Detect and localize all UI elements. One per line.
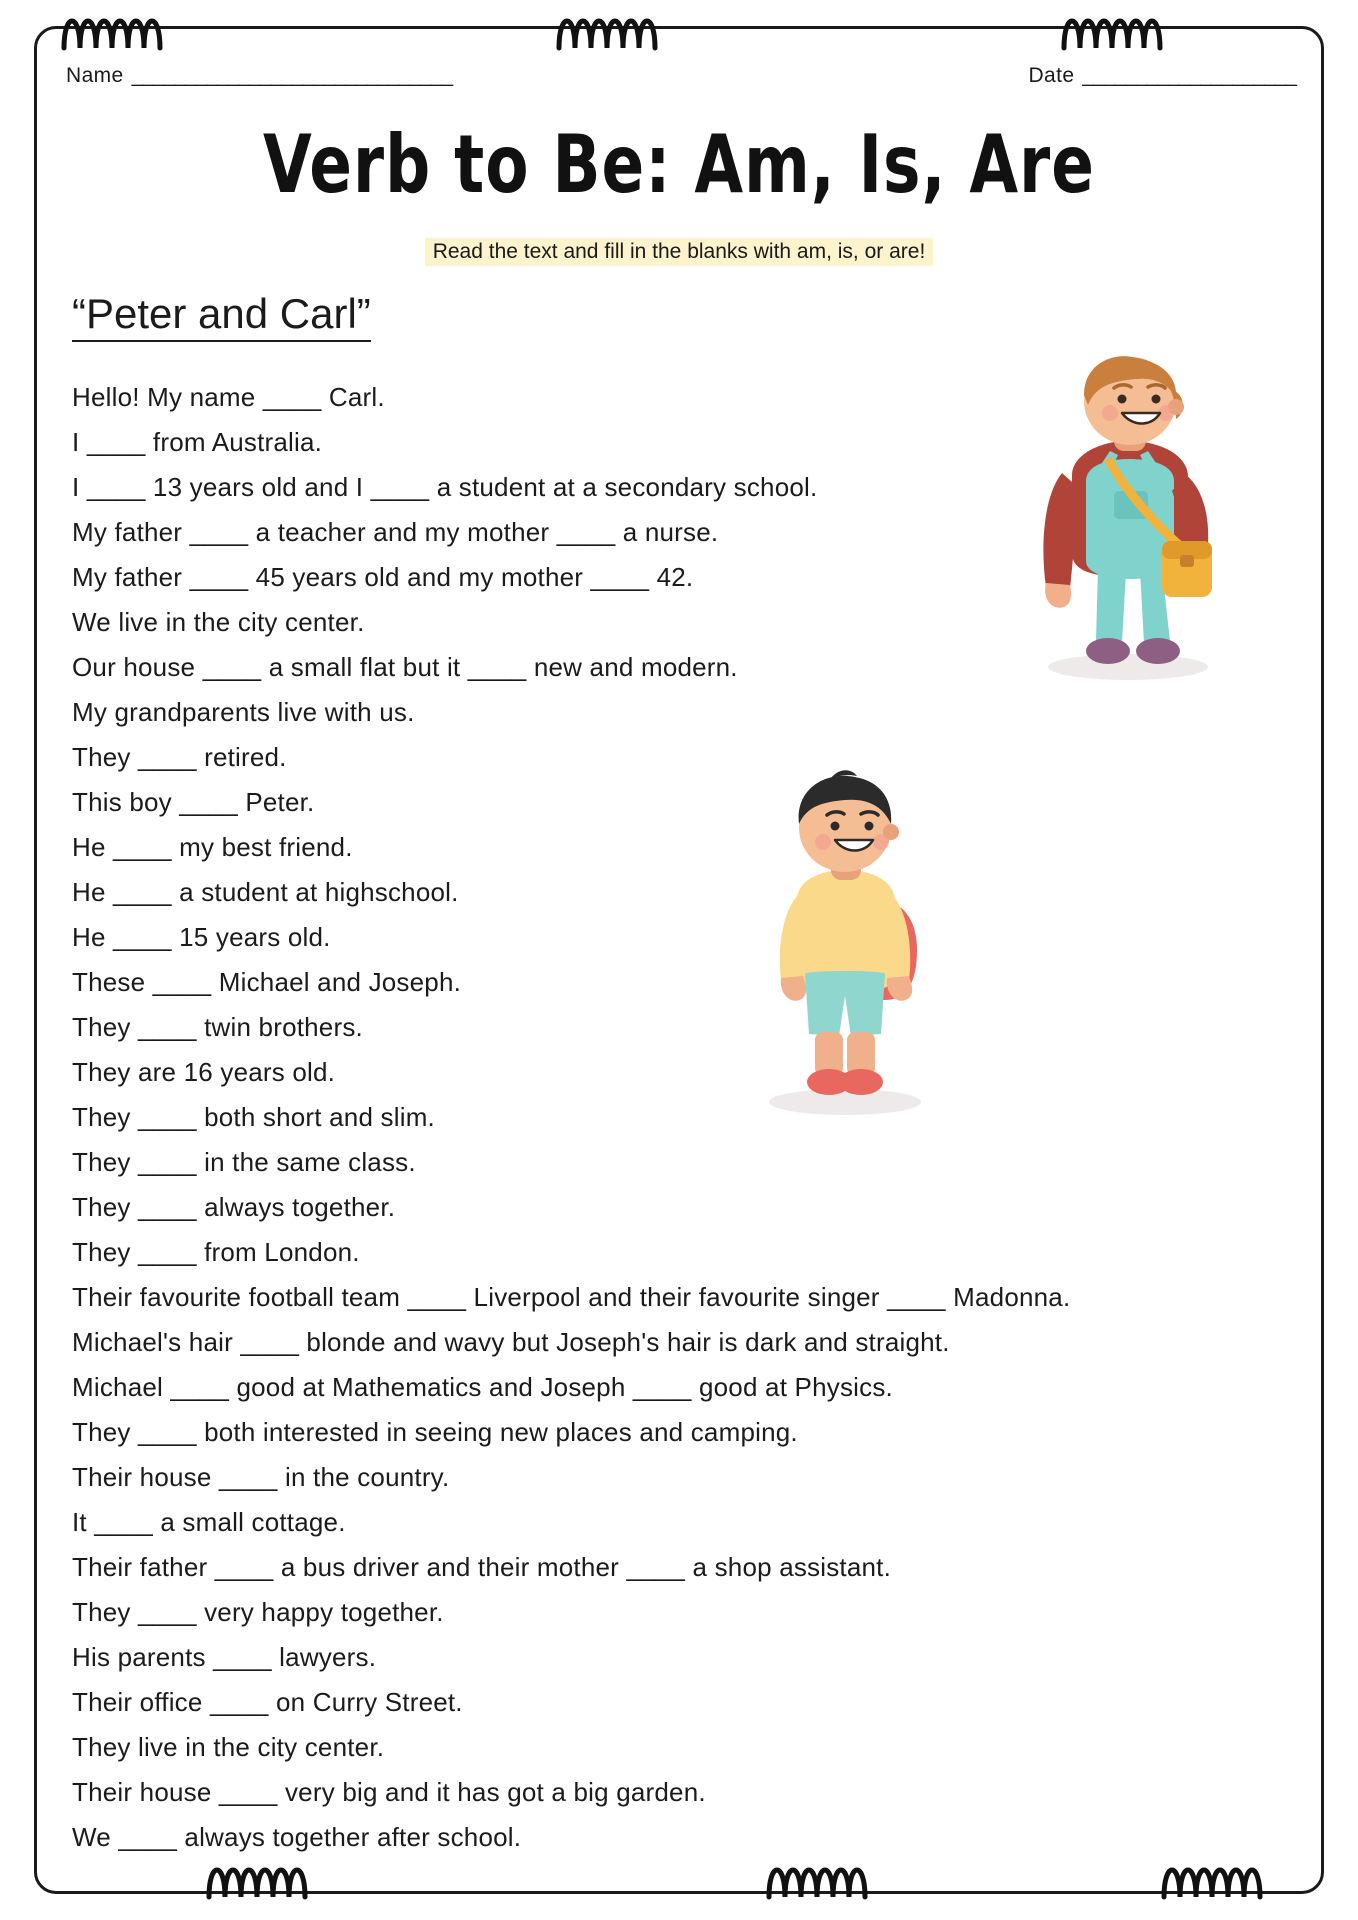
exercise-line[interactable]: Their favourite football team ____ Liverpool and their favourite singer ____ Madonna.: [72, 1282, 1071, 1312]
exercise-line[interactable]: Michael's hair ____ blonde and wavy but Joseph's hair is dark and straight.: [72, 1327, 950, 1357]
exercise-line[interactable]: Their father ____ a bus driver and their mother ____ a shop assistant.: [72, 1552, 892, 1582]
exercise-line[interactable]: He ____ a student at highschool.: [72, 877, 459, 907]
page-title: Verb to Be: Am, Is, Are: [263, 118, 1095, 212]
exercise-line[interactable]: They are 16 years old.: [72, 1057, 336, 1087]
squiggle-decoration-icon: [765, 1855, 875, 1901]
squiggle-decoration-icon: [1060, 6, 1170, 52]
name-label: Name: [66, 64, 124, 87]
exercise-line[interactable]: Our house ____ a small flat but it ____ new and modern.: [72, 652, 738, 682]
exercise-line[interactable]: They live in the city center.: [72, 1732, 385, 1762]
exercise-line[interactable]: This boy ____ Peter.: [72, 787, 315, 817]
exercise-line[interactable]: My grandparents live with us.: [72, 697, 415, 727]
exercise-line[interactable]: They ____ in the same class.: [72, 1147, 416, 1177]
exercise-line[interactable]: He ____ 15 years old.: [72, 922, 331, 952]
exercise-line[interactable]: They ____ very happy together.: [72, 1597, 444, 1627]
exercise-line[interactable]: Hello! My name ____ Carl.: [72, 382, 385, 412]
instructions-row: [0, 238, 1358, 266]
exercise-line[interactable]: I ____ from Australia.: [72, 427, 323, 457]
exercise-line[interactable]: He ____ my best friend.: [72, 832, 353, 862]
exercise-line[interactable]: My father ____ a teacher and my mother ____ a nurse.: [72, 517, 719, 547]
name-field[interactable]: [66, 64, 452, 88]
squiggle-decoration-icon: [60, 6, 170, 52]
exercise-line[interactable]: I ____ 13 years old and I ____ a student at a secondary school.: [72, 472, 818, 502]
story-title: “Peter and Carl”: [72, 292, 371, 342]
exercise-line[interactable]: Michael ____ good at Mathematics and Joseph ____ good at Physics.: [72, 1372, 893, 1402]
exercise-line[interactable]: Their house ____ in the country.: [72, 1462, 450, 1492]
exercise-line[interactable]: They ____ from London.: [72, 1237, 360, 1267]
boy-with-satchel-illustration: [1010, 355, 1240, 685]
exercise-line[interactable]: They ____ always together.: [72, 1192, 396, 1222]
date-blank-line: ____________________: [1082, 64, 1296, 87]
exercise-line[interactable]: His parents ____ lawyers.: [72, 1642, 377, 1672]
exercise-line[interactable]: These ____ Michael and Joseph.: [72, 967, 462, 997]
date-field[interactable]: [1028, 64, 1296, 88]
exercise-line[interactable]: Their office ____ on Curry Street.: [72, 1687, 463, 1717]
student-info-row: [66, 64, 1296, 88]
exercise-line[interactable]: They ____ both interested in seeing new places and camping.: [72, 1417, 798, 1447]
exercise-line[interactable]: They ____ twin brothers.: [72, 1012, 363, 1042]
exercise-line[interactable]: They ____ both short and slim.: [72, 1102, 435, 1132]
boy-with-backpack-illustration: [735, 770, 955, 1120]
exercise-line[interactable]: It ____ a small cottage.: [72, 1507, 346, 1537]
exercise-line[interactable]: They ____ retired.: [72, 742, 287, 772]
exercise-line[interactable]: Their house ____ very big and it has got a big garden.: [72, 1777, 706, 1807]
exercise-line[interactable]: My father ____ 45 years old and my mother ____ 42.: [72, 562, 694, 592]
squiggle-decoration-icon: [1160, 1855, 1270, 1901]
squiggle-decoration-icon: [205, 1855, 315, 1901]
exercise-line[interactable]: We live in the city center.: [72, 607, 365, 637]
squiggle-decoration-icon: [555, 6, 665, 52]
name-blank-line: ______________________________: [131, 64, 453, 87]
date-label: Date: [1028, 64, 1075, 87]
exercise-line[interactable]: We ____ always together after school.: [72, 1822, 522, 1852]
instructions-text: Read the text and fill in the blanks with am, is, or are!: [425, 238, 934, 266]
